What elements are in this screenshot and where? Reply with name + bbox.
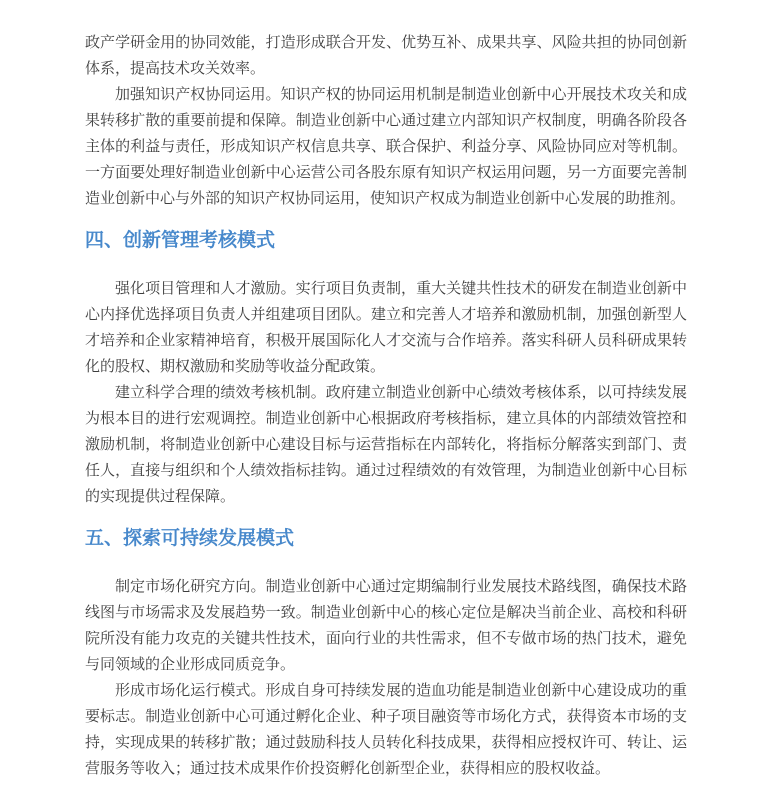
paragraph-market-research-direction: 制定市场化研究方向。制造业创新中心通过定期编制行业发展技术路线图，确保技术路线图与市场需求及发展趋势一致。制造业创新中心的核心定位是解决当前企业、高校和科研院所没有能力攻克的关键共性技术，面向行业的共性需求，但不专做市场的热门技术，避免与同领域的企业形成同质竞争。: [85, 578, 687, 673]
paragraph-performance-assessment-mechanism: 建立科学合理的绩效考核机制。政府建立制造业创新中心绩效考核体系，以可持续发展为根本目的进行宏观调控。制造业创新中心根据政府考核指标，建立具体的内部绩效管控和激励机制，将制造业创新中心建设目标与运营指标在内部转化，将指标分解落实到部门、责任人，直接与组织和个人绩效指标挂钩。通过过程绩效的有效管理，为制造业创新中心目标的实现提供过程保障。: [85, 384, 687, 505]
section-heading-innovation-management-assessment: 四、创新管理考核模式: [85, 230, 276, 251]
paragraph-ip-coordination: 加强知识产权协同运用。知识产权的协同运用机制是制造业创新中心开展技术攻关和成果转移扩散的重要前提和保障。制造业创新中心通过建立内部知识产权制度，明确各阶段各主体的利益与责任，形成知识产权信息共享、联合保护、利益分享、风险协同应对等机制。一方面要处理好制造业创新中心运营公司各股东原有知识产权运用问题，另一方面要完善制造业创新中心与外部的知识产权协同运用，使知识产权成为制造业创新中心发展的助推剂。: [85, 86, 687, 207]
paragraph-project-management-talent-incentive: 强化项目管理和人才激励。实行项目负责制，重大关键共性技术的研发在制造业创新中心内择优选择项目负责人并组建项目团队。建立和完善人才培养和激励机制，加强创新型人才培养和企业家精神培育，积极开展国际化人才交流与合作培养。落实科研人员科研成果转化的股权、期权激励和奖励等收益分配政策。: [85, 280, 687, 375]
paragraph-market-operation-model: 形成市场化运行模式。形成自身可持续发展的造血功能是制造业创新中心建设成功的重要标志。制造业创新中心可通过孵化企业、种子项目融资等市场化方式，获得资本市场的支持，实现成果的转移扩散；通过鼓励科技人员转化科技成果，获得相应授权许可、转让、运营服务等收入；通过技术成果作价投资孵化创新型企业，获得相应的股权收益。: [85, 682, 687, 777]
paragraph-synergy-continuation: 政产学研金用的协同效能，打造形成联合开发、优势互补、成果共享、风险共担的协同创新体系，提高技术攻关效率。: [85, 34, 687, 77]
section-heading-sustainable-development: 五、探索可持续发展模式: [85, 528, 295, 549]
